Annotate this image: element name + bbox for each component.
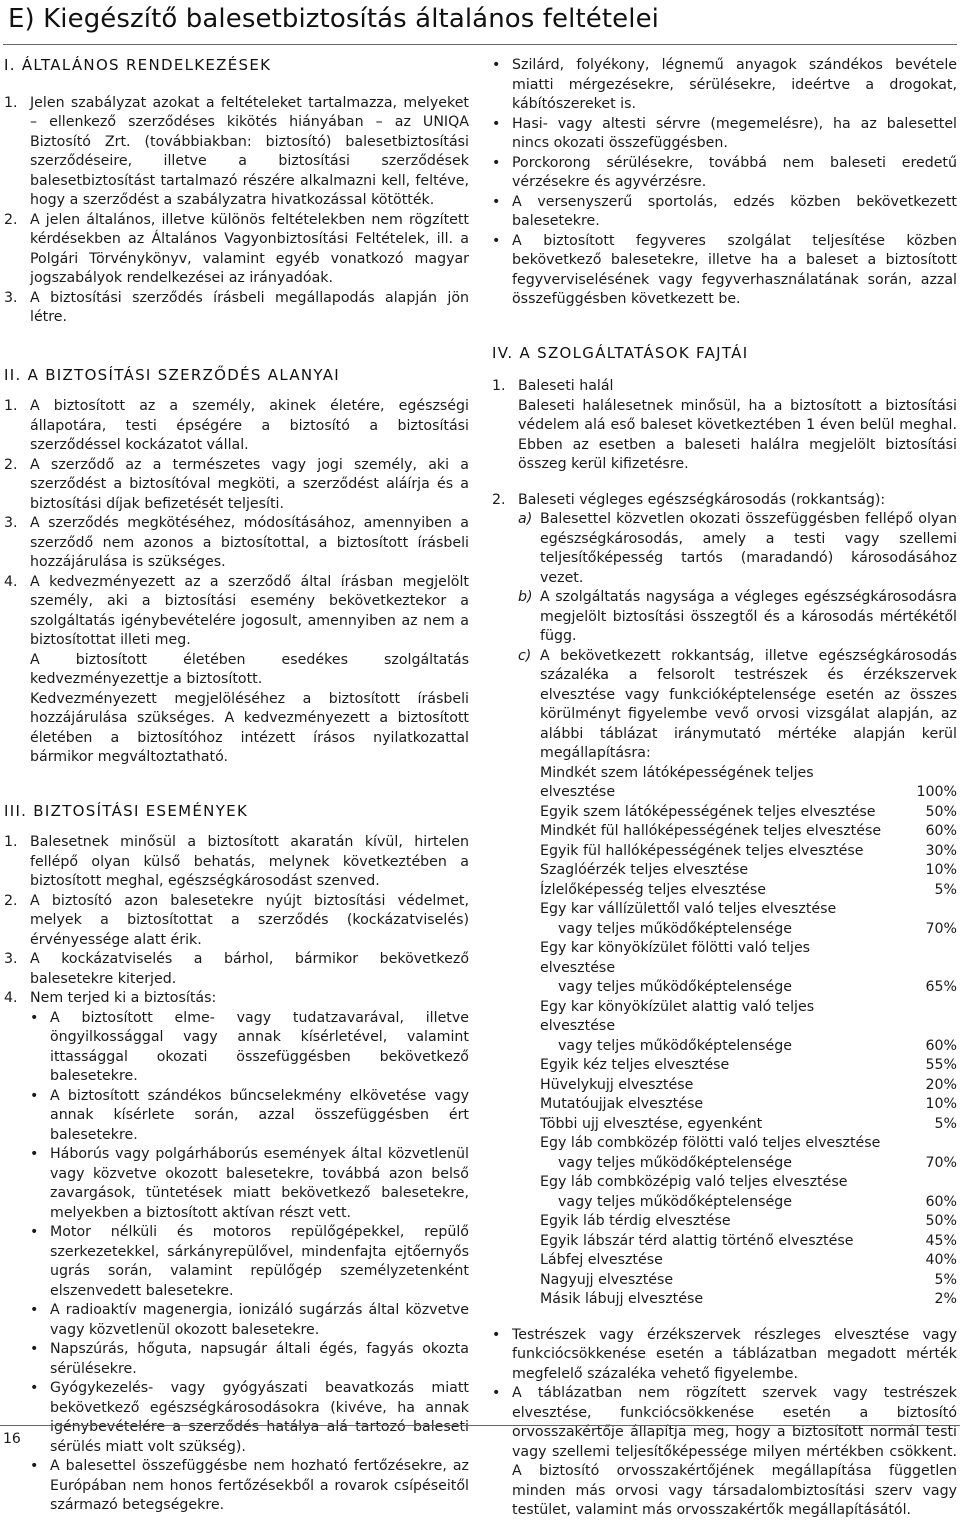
table-cell-label: Hüvelykujj elvesztése bbox=[540, 1076, 694, 1093]
table-cell-percent bbox=[887, 1173, 957, 1193]
notes-list bbox=[492, 1326, 957, 1521]
table-cell-label: Szaglóérzék teljes elvesztése bbox=[540, 862, 749, 878]
right-column bbox=[492, 56, 957, 1521]
list-item: • A versenyszerű sportolás, edzés közben bekövetkezett balesetekre. bbox=[492, 193, 957, 229]
table-cell-label: Egyik lábszár térd alattig történő elvesztése bbox=[540, 1232, 854, 1249]
table-cell-label: Egy kar vállízülettől való teljes elvesztése bbox=[540, 901, 837, 917]
table-row bbox=[540, 978, 957, 998]
numbered-item: 3. A szerződés megkötéséhez, módosításához, amennyiben a szerződő nem azonos a biztosítottal, a biztosított írásbeli hozzájárulása is szükséges. bbox=[4, 515, 469, 570]
table-cell-label: Mutatóujjak elvesztése bbox=[540, 1096, 704, 1112]
table-cell-label: Egy kar könyökízület fölötti való teljes elvesztése bbox=[540, 940, 811, 976]
table-cell-percent: 65% bbox=[925, 979, 957, 995]
table-row bbox=[540, 900, 957, 920]
table-cell-percent: 20% bbox=[925, 1076, 957, 1093]
table-cell-label: Egyik kéz teljes elvesztése bbox=[540, 1057, 730, 1073]
numbered-item: 4. Nem terjed ki a biztosítás: bbox=[4, 990, 217, 1006]
list-item: • A táblázatban nem rögzített szervek vagy testrészek elvesztése, funkciócsökkenése esetén a biztosító orvosszakértője állapítja meg, hogy a biztosított normál testi vagy szellemi teljesítőképessége milyen mértékben csökkent. A biztosító orvosszakértőjének megállapítása független minden más orvosi vagy társadalombiztosítási szerv vagy testület, valamint más orvosszakértők megállapításától. bbox=[492, 1385, 957, 1518]
numbered-item: 1. Baleseti halál bbox=[492, 378, 614, 394]
table-row bbox=[540, 1232, 957, 1252]
table-row bbox=[540, 822, 957, 842]
list-item: • Testrészek vagy érzékszervek részleges elvesztése vagy funkciócsökkenése esetén a táblázatban megadott mérték megfelelő százaléka vehető figyelembe. bbox=[492, 1326, 957, 1382]
table-cell-label: Másik lábujj elvesztése bbox=[540, 1291, 704, 1307]
footer-divider bbox=[0, 1425, 960, 1426]
table-row bbox=[540, 861, 957, 881]
section-heading-events: III. BIZTOSÍTÁSI ESEMÉNYEK bbox=[4, 801, 249, 820]
exclusions-list-continued bbox=[492, 56, 957, 310]
list-item: • Gyógykezelés- vagy gyógyászati beavatkozás miatt bekövetkező egészségkárosodásokra (kivéve, ha annak igénybevételére a szerződés hatálya alá tartozó baleseti sérülés miatt volt szükség). bbox=[30, 1380, 469, 1455]
table-cell-percent: 5% bbox=[934, 1115, 957, 1132]
table-cell-percent: 30% bbox=[925, 842, 957, 859]
table-row bbox=[540, 803, 957, 823]
table-row bbox=[540, 1154, 957, 1174]
numbered-item: 2. A biztosító azon balesetekre nyújt biztosítási védelmet, melyek a biztosítottat a szerződés (kockázatviselés) érvényessége alatt érik. bbox=[4, 892, 469, 948]
table-cell-label: Többi ujj elvesztése, egyenként bbox=[540, 1115, 763, 1132]
numbered-item: 2. A szerződő az a természetes vagy jogi személy, aki a szerződést a biztosítóval megköti, a szerződést aláírja és a biztosítási díjak befizetését teljesíti. bbox=[4, 456, 469, 512]
table-cell-percent: 10% bbox=[925, 862, 957, 878]
list-item: • Hasi- vagy altesti sérvre (megemelésre), ha az balesettel nincs okozati összefüggésben. bbox=[492, 115, 957, 151]
table-cell-label: Lábfej elvesztése bbox=[540, 1252, 663, 1268]
table-cell-label: vagy teljes működőképtelensége bbox=[558, 920, 792, 937]
sub-items bbox=[492, 510, 957, 1310]
left-column bbox=[4, 56, 469, 1516]
table-cell-percent bbox=[887, 900, 957, 920]
table-row bbox=[540, 1095, 957, 1115]
table-row bbox=[540, 1271, 957, 1291]
table-row bbox=[540, 1290, 957, 1310]
table-cell-percent: 5% bbox=[934, 881, 957, 898]
table-cell-percent: 10% bbox=[925, 1096, 957, 1112]
sub-item: c) A bekövetkezett rokkantság, illetve egészségkárosodás százaléka a felsorolt testrészek és érzékszervek elvesztése vagy funkcióképtelensége esetén az összes körülményt figyelembe vevő orvosi vizsgálat alapján, az alábbi táblázat iránymutató mértéke alapján kerül megállapításra: bbox=[518, 647, 957, 761]
table-row bbox=[540, 1056, 957, 1076]
numbered-item: 1. Balesetnek minősül a biztosított akaratán kívül, hirtelen fellépő olyan külső behatás, melynek következtében a biztosított meghal, egészségkárosodást szenved. bbox=[4, 834, 469, 889]
table-cell-label: vagy teljes működőképtelensége bbox=[558, 1154, 792, 1171]
table-cell-label: Egyik szem látóképességének teljes elvesztése bbox=[540, 803, 876, 820]
sub-item: b) A szolgáltatás nagysága a végleges egészségkárosodásra megjelölt biztosítási összegtől és a károsodás mértékétől függ. bbox=[518, 589, 957, 644]
page-number: 16 bbox=[3, 1431, 21, 1447]
table-cell-percent: 50% bbox=[925, 1213, 957, 1229]
section-heading-parties: II. A BIZTOSÍTÁSI SZERZŐDÉS ALANYAI bbox=[4, 365, 341, 384]
sub-item: a) Balesettel közvetlen okozati összefüggésben fellépő olyan egészségkárosodás, amely a testi vagy szellemi teljesítőképesség tartós (maradandó) károsodásához vezet. bbox=[518, 511, 957, 586]
numbered-item: 4. A kedvezményezett az a szerződő által írásban megjelölt személy, aki a biztosítási esemény bekövetkeztekor a szolgáltatás igénybevételére jogosult, amennyiben az nem a biztosítottat illeti meg. bbox=[4, 573, 469, 648]
list-item: • A balesettel összefüggésbe nem hozható fertőzésekre, az Európában nem honos fertőzésekből a rovarok csípéseitől származó betegségekre. bbox=[30, 1458, 469, 1513]
table-cell-label: Ízlelőképesség teljes elvesztése bbox=[540, 881, 766, 898]
table-cell-percent: 60% bbox=[925, 1193, 957, 1210]
list-item: • A biztosított szándékos bűncselekmény elkövetése vagy annak kísérlete során, azzal összefüggésben ért balesetekre. bbox=[30, 1087, 469, 1143]
table-row bbox=[540, 881, 957, 901]
table-cell-percent bbox=[887, 939, 957, 978]
table-cell-percent: 70% bbox=[925, 920, 957, 937]
paragraph: Baleseti halálesetnek minősül, ha a biztosított a biztosítási védelem alá eső baleset következtében 1 éven belül meghal. Ebben az esetben a baleseti halálra megjelölt biztosítási összeg kerül kifizetésre. bbox=[518, 397, 957, 472]
table-cell-percent: 40% bbox=[925, 1252, 957, 1268]
numbered-item: 2. Baleseti végleges egészségkárosodás (rokkantság): bbox=[492, 491, 886, 508]
list-item: • Motor nélküli és motoros repülőgépekkel, repülő szerkezetekkel, sárkányrepülővel, mindenfajta ejtőernyős ugrás során, valamint repülőgép személyzetenként elszenvedett balesetekre. bbox=[30, 1224, 469, 1299]
table-cell-label: Egy láb combközépig való teljes elvesztése bbox=[540, 1174, 848, 1190]
table-row bbox=[540, 920, 957, 940]
numbered-item: 1. A biztosított az a személy, akinek életére, egészségi állapotára, testi épségére a biztosító a biztosítási szerződéssel kockázatot vállal. bbox=[4, 398, 469, 453]
numbered-item: 1. Jelen szabályzat azokat a feltételeket tartalmazza, melyeket – ellenkező szerződéses kikötés hiányában – az UNIQA Biztosító Zrt. (továbbiakban: biztosító) balesetbiztosítási szerződéseire, illetve a biztosítási szerződések balesetbiztosítást tartalmazó részére alkalmazni kell, feltéve, hogy a szerződést a szabályzatra hivatkozással kötötték. bbox=[4, 94, 469, 208]
numbered-item: 3. A kockázatviselés a bárhol, bármikor bekövetkező balesetekre kiterjed. bbox=[4, 951, 469, 987]
section-heading-general: I. ÁLTALÁNOS RENDELKEZÉSEK bbox=[4, 56, 272, 74]
paragraph: A biztosított életében esedékes szolgáltatás kedvezményezettje a biztosított. bbox=[30, 651, 469, 687]
paragraph: Kedvezményezett megjelöléséhez a biztosított írásbeli hozzájárulása szükséges. A kedvezményezett a biztosított életében a biztosítóhoz intézett írásos nyilatkozattal bármikor megváltoztatható. bbox=[30, 690, 469, 765]
table-cell-percent: 60% bbox=[925, 1037, 957, 1054]
table-cell-label: Egy láb combközép fölötti való teljes elvesztése bbox=[540, 1135, 881, 1151]
list-item: • A radioaktív magenergia, ionizáló sugárzás által közvetve vagy közvetlenül okozott balesetekre. bbox=[30, 1302, 469, 1338]
table-cell-percent: 70% bbox=[925, 1154, 957, 1171]
list-item: • Porckorong sérülésekre, továbbá nem baleseti eredetű vérzésekre és agyvérzésre. bbox=[492, 154, 957, 190]
table-cell-label: Egyik láb térdig elvesztése bbox=[540, 1213, 731, 1229]
exclusions-list bbox=[4, 1009, 469, 1516]
table-cell-label: Mindkét fül hallóképességének teljes elvesztése bbox=[540, 823, 882, 839]
table-cell-percent: 2% bbox=[934, 1291, 957, 1307]
table-row bbox=[540, 1193, 957, 1213]
table-row bbox=[540, 1173, 957, 1193]
table-row bbox=[540, 998, 957, 1037]
table-cell-percent bbox=[887, 998, 957, 1037]
list-item: • Napszúrás, hőguta, napsugár általi égés, fagyás okozta sérülésekre. bbox=[30, 1341, 469, 1377]
table-cell-percent bbox=[887, 1134, 957, 1154]
numbered-item: 3. A biztosítási szerződés írásbeli megállapodás alapján jön létre. bbox=[4, 289, 469, 325]
page-title: E) Kiegészítő balesetbiztosítás általános feltételei bbox=[8, 4, 659, 34]
table-cell-label: Egyik fül hallóképességének teljes elvesztése bbox=[540, 842, 864, 859]
table-row bbox=[540, 1115, 957, 1135]
table-row bbox=[540, 1212, 957, 1232]
list-item: • A biztosított elme- vagy tudatzavarával, illetve öngyilkossággal vagy annak kísérletével, valamint ittassággal okozati összefüggésben bekövetkező balesetekre. bbox=[30, 1009, 469, 1084]
table-row bbox=[540, 1037, 957, 1057]
table-row bbox=[540, 1251, 957, 1271]
table-cell-label: vagy teljes működőképtelensége bbox=[558, 979, 792, 995]
disability-rate-table bbox=[540, 764, 957, 1310]
table-row bbox=[540, 842, 957, 862]
table-row bbox=[540, 939, 957, 978]
table-cell-percent: 60% bbox=[925, 823, 957, 839]
table-cell-percent: 45% bbox=[925, 1232, 957, 1249]
list-item: • Szilárd, folyékony, légnemű anyagok szándékos bevétele miatti mérgezésekre, sérülésekre, ideértve a drogokat, kábítószereket is. bbox=[492, 57, 957, 112]
table-row bbox=[540, 1076, 957, 1096]
table-cell-percent: 100% bbox=[916, 784, 957, 800]
list-item: • Háborús vagy polgárháborús események által közvetlenül vagy közvetve okozott balesetekre, továbbá azon belső zavargások, tüntetések miatt bekövetkező balesetekre, melyekben a biztosított aktívan részt vett. bbox=[30, 1146, 469, 1221]
table-cell-label: Nagyujj elvesztése bbox=[540, 1271, 674, 1288]
numbered-item: 2. A jelen általános, illetve különös feltételekben nem rögzített kérdésekben az Általános Vagyonbiztosítási Feltételek, ill. a Polgári Törvénykönyv, valamint egyéb vonatkozó magyar jogszabályok rendelkezései az irányadóak. bbox=[4, 211, 469, 286]
title-divider bbox=[3, 44, 957, 45]
table-cell-percent: 5% bbox=[934, 1271, 957, 1288]
table-cell-label: vagy teljes működőképtelensége bbox=[558, 1037, 792, 1054]
list-item: • A biztosított fegyveres szolgálat teljesítése közben bekövetkező balesetekre, illetve ha a baleset a biztosított fegyverviselésének vagy fegyverhasználatának során, azzal összefüggésben következett be. bbox=[492, 232, 957, 307]
table-cell-percent: 55% bbox=[925, 1057, 957, 1073]
table-row bbox=[540, 1134, 957, 1154]
table-row bbox=[540, 764, 957, 803]
table-cell-label: vagy teljes működőképtelensége bbox=[558, 1193, 792, 1210]
section-heading-services: IV. A SZOLGÁLTATÁSOK FAJTÁI bbox=[492, 343, 749, 362]
table-cell-percent: 50% bbox=[925, 803, 957, 820]
table-cell-label: Egy kar könyökízület alattig való teljes elvesztése bbox=[540, 998, 815, 1034]
table-cell-label: Mindkét szem látóképességének teljes elvesztése bbox=[540, 764, 814, 800]
